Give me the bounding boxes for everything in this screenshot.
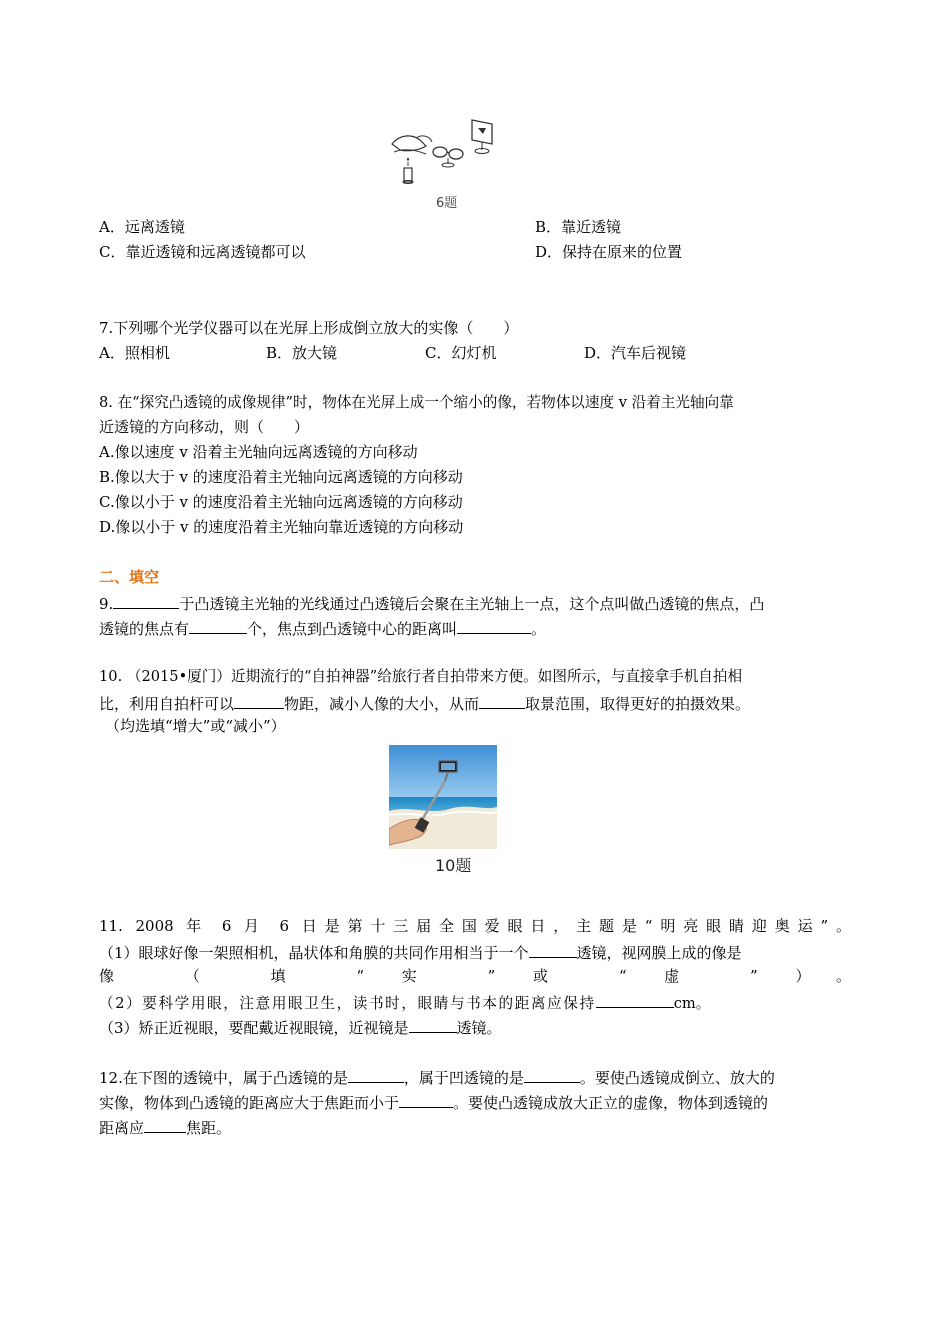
q10-text-3: 取景范围，取得更好的拍摄效果。: [525, 695, 751, 713]
q10-figure: [389, 745, 499, 875]
q8-stem-line1: 8. 在“探究凸透镜的成像规律”时，物体在光屏上成一个缩小的像，若物体以速度 v 沿着主光轴向靠: [99, 394, 734, 411]
q6-option-c: C．靠近透镜和远离透镜都可以: [99, 243, 306, 261]
q12-text-3: 。要使凸透镜成倒立、放大的: [579, 1069, 775, 1087]
q8-option-d: D.像以小于 v 的速度沿着主光轴向靠近透镜的方向移动: [99, 518, 464, 536]
q6-option-d: D．保持在原来的位置: [535, 243, 683, 261]
q10-line2: [99, 692, 750, 714]
q12-blank-4[interactable]: [144, 1116, 186, 1133]
q12-line2: [99, 1091, 768, 1113]
q10-line3: （均选填“增大”或“减小”）: [105, 717, 286, 735]
q12-text-7: 焦距。: [186, 1119, 232, 1137]
q9-text-3: 个，焦点到凸透镜中心的距离叫: [247, 620, 458, 638]
q12-text-5: 。要使凸透镜成放大正立的虚像，物体到透镜的: [453, 1094, 769, 1112]
q11-text-4: cm。: [673, 995, 711, 1012]
q12-line1: [99, 1066, 775, 1088]
q8-option-c: C.像以小于 v 的速度沿着主光轴向远离透镜的方向移动: [99, 493, 463, 511]
q11-text-1: （1）眼球好像一架照相机，晶状体和角膜的共同作用相当于一个: [99, 944, 529, 962]
q11-line5: [99, 1016, 502, 1038]
q7-option-a: A．照相机: [99, 344, 170, 362]
q8-stem-line2: 近透镜的方向移动，则（ ）: [99, 418, 310, 436]
q9-number: 9.: [99, 595, 114, 613]
q11-blank-3[interactable]: [409, 1016, 457, 1033]
q10-text-1: 比，利用自拍杆可以: [99, 695, 235, 713]
selfie-stick-photo: [389, 745, 497, 849]
q10-text-2: 物距，减小人像的大小，从而: [284, 695, 480, 713]
q10-line1: 10. （2015•厦门）近期流行的“自拍神器”给旅行者自拍带来方便。如图所示，与直接拿手机自拍相: [99, 668, 743, 685]
q11-text-3: （2）要科学用眼，注意用眼卫生，读书时，眼睛与书本的距离应保持: [99, 995, 596, 1012]
q7-option-c: C．幻灯机: [425, 344, 497, 362]
q10-blank-1[interactable]: [234, 692, 284, 709]
q7-option-b: B．放大镜: [266, 344, 338, 362]
q12-blank-3[interactable]: [399, 1091, 453, 1108]
q7-stem: 7.下列哪个光学仪器可以在光屏上形成倒立放大的实像（ ）: [99, 319, 519, 337]
q6-option-a: A．远离透镜: [99, 218, 185, 236]
q11-text-6: 透镜。: [456, 1019, 502, 1037]
q9-line1: [99, 592, 764, 614]
q6-caption: 6题: [436, 196, 458, 211]
q12-text-2: ，属于凹透镜的是: [403, 1069, 524, 1087]
q9-blank-3[interactable]: [457, 617, 531, 634]
q9-text-1: 于凸透镜主光轴的光线通过凸透镜后会聚在主光轴上一点，这个点叫做凸透镜的焦点，凸: [179, 595, 765, 613]
q11-text-2: 透镜，视网膜上成的像是: [576, 944, 742, 962]
optical-bench-illustration: [386, 116, 502, 192]
q11-line4: [99, 991, 710, 1014]
q7-option-d: D．汽车后视镜: [584, 344, 687, 362]
q12-line3: [99, 1116, 231, 1138]
q8-option-b: B.像以大于 v 的速度沿着主光轴向远离透镜的方向移动: [99, 468, 463, 486]
q11-text-5: （3）矫正近视眼，要配戴近视眼镜，近视镜是: [99, 1019, 409, 1037]
q12-blank-1[interactable]: [348, 1066, 404, 1083]
q12-text-1: 12.在下图的透镜中，属于凸透镜的是: [99, 1069, 348, 1087]
q6-figure: [386, 116, 502, 210]
q11-blank-1[interactable]: [529, 941, 577, 958]
q12-text-6: 距离应: [99, 1119, 145, 1137]
q10-blank-2[interactable]: [479, 692, 525, 709]
q9-text-2: 透镜的焦点有: [99, 620, 190, 638]
q12-blank-2[interactable]: [524, 1066, 580, 1083]
q11-blank-2[interactable]: [596, 991, 674, 1008]
q9-blank-1[interactable]: [113, 592, 179, 609]
q9-blank-2[interactable]: [189, 617, 247, 634]
q11-line2: [99, 941, 742, 963]
q11-line3: 像 （ 填 “ 实 ” 或 “ 虚 ” ）。: [99, 967, 851, 985]
q10-caption: 10题: [435, 856, 472, 875]
q8-option-a: A.像以速度 v 沿着主光轴向远离透镜的方向移动: [99, 443, 418, 461]
q6-option-b: B．靠近透镜: [535, 218, 622, 236]
q9-text-4: 。: [531, 620, 547, 638]
q9-line2: [99, 617, 546, 639]
q12-text-4: 实像，物体到凸透镜的距离应大于焦距而小于: [99, 1094, 400, 1112]
q11-line1: 11. 2008 年 6 月 6 日是第十三届全国爱眼日，主题是“明亮眼睛迎奥运”。: [99, 917, 851, 935]
section-title: 二、填空: [99, 568, 160, 586]
